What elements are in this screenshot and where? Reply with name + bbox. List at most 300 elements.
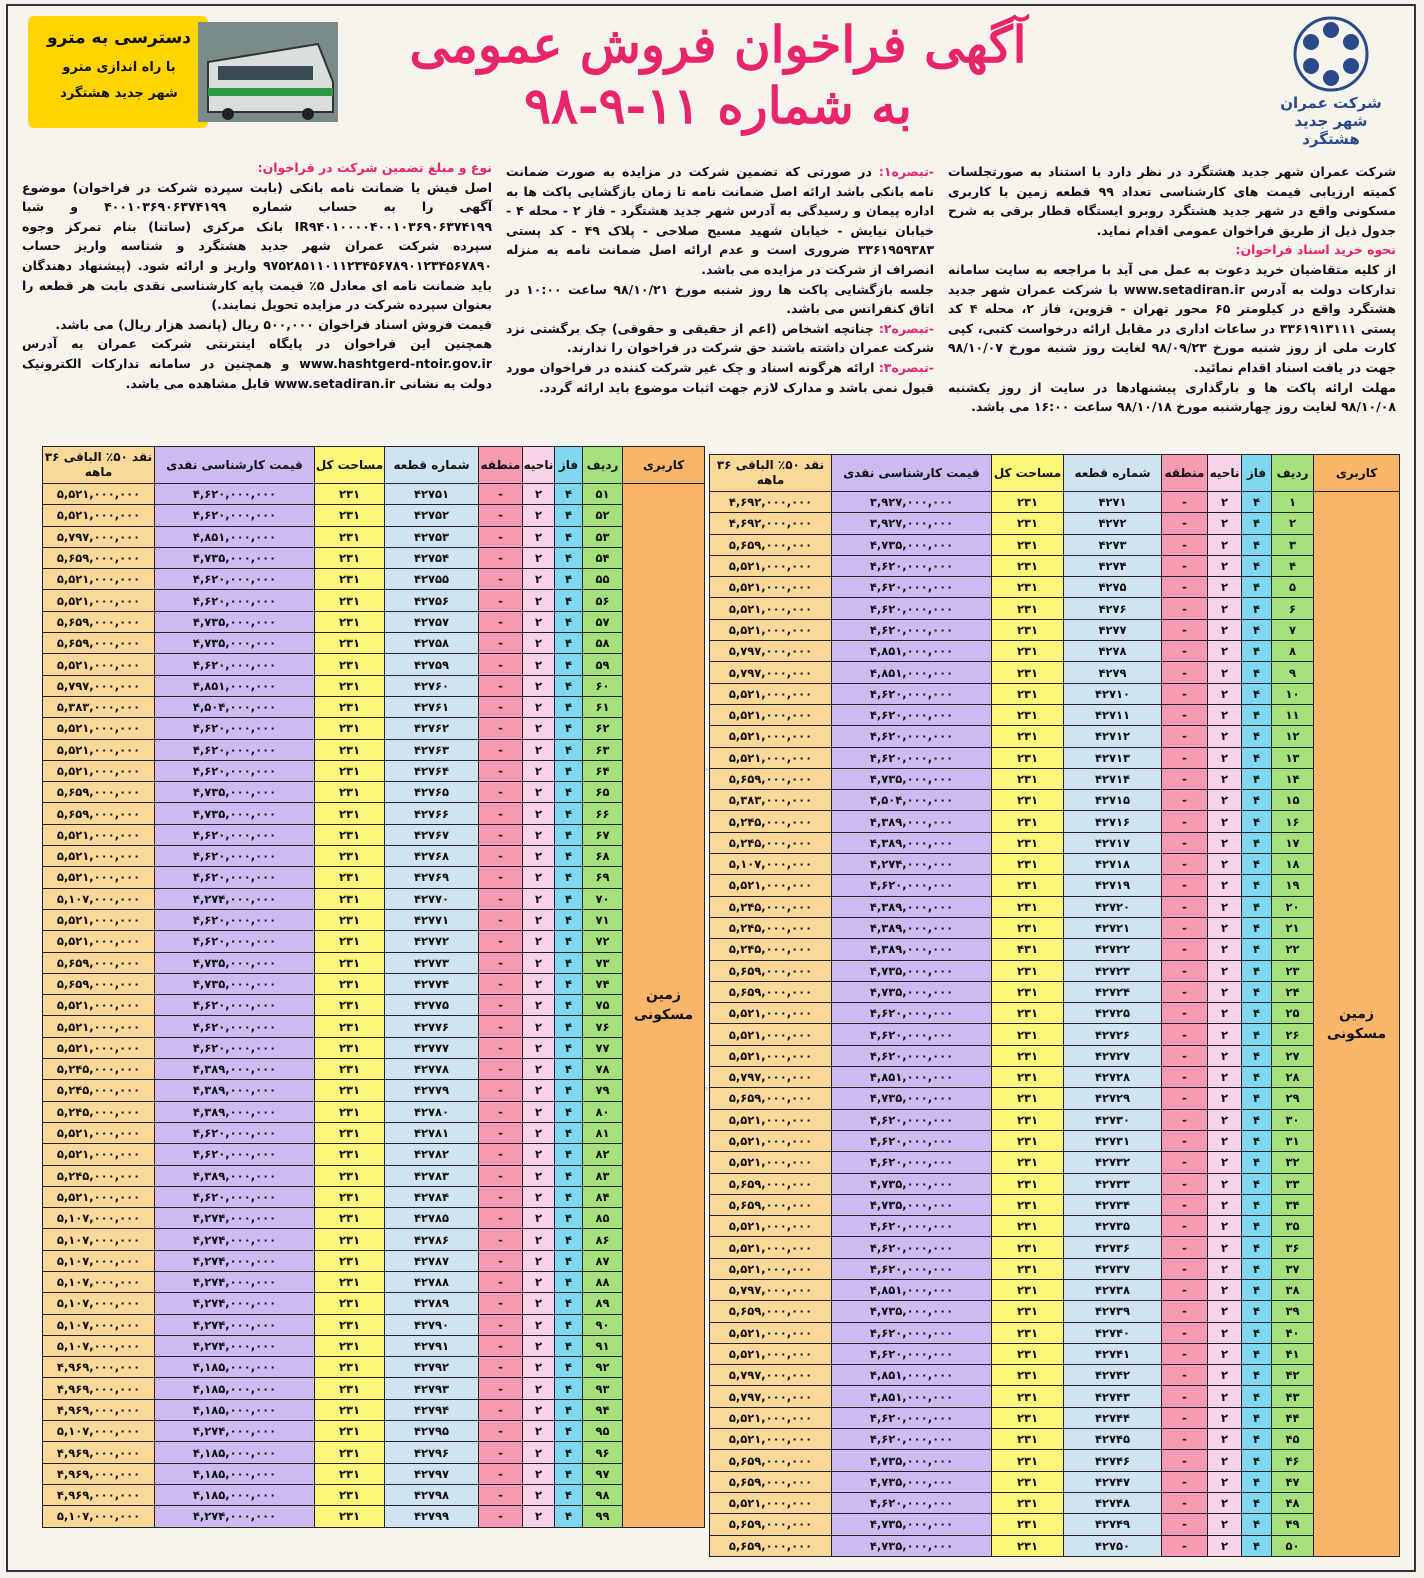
cell-price: ۴,۶۲۰,۰۰۰,۰۰۰ (155, 739, 315, 760)
cell-row: ۶۸ (583, 846, 623, 867)
cell-row: ۶۲ (583, 718, 623, 739)
cell-ghete: ۴۲۷۶۹ (385, 867, 479, 888)
cell-faz: ۴ (1242, 960, 1272, 981)
cell-nahie: ۲ (1208, 1067, 1242, 1088)
cell-mantaghe: - (479, 526, 523, 547)
cell-masahat: ۲۳۱ (315, 1399, 385, 1420)
header-ghete: شماره قطعه (385, 447, 479, 484)
cell-naghd: ۵,۵۲۱,۰۰۰,۰۰۰ (710, 1407, 832, 1428)
cell-nahie: ۲ (523, 1080, 555, 1101)
cell-ghete: ۴۲۷۹۵ (385, 1421, 479, 1442)
cell-naghd: ۵,۳۸۳,۰۰۰,۰۰۰ (710, 790, 832, 811)
cell-naghd: ۵,۷۹۷,۰۰۰,۰۰۰ (710, 1365, 832, 1386)
cell-row: ۱۸ (1272, 854, 1314, 875)
cell-faz: ۴ (555, 1101, 583, 1122)
cell-ghete: ۴۲۷۵۹ (385, 654, 479, 675)
cell-faz: ۴ (1242, 1003, 1272, 1024)
cell-naghd: ۵,۶۵۹,۰۰۰,۰۰۰ (710, 981, 832, 1002)
cell-price: ۴,۷۳۵,۰۰۰,۰۰۰ (155, 547, 315, 568)
cell-faz: ۴ (555, 505, 583, 526)
cell-mantaghe: - (479, 1165, 523, 1186)
cell-mantaghe: - (1162, 1237, 1208, 1258)
cell-masahat: ۲۳۱ (315, 1101, 385, 1122)
table-row (710, 641, 1400, 662)
table-row (43, 1037, 705, 1058)
cell-faz: ۴ (555, 547, 583, 568)
table-row (43, 1271, 705, 1292)
cell-ghete: ۴۲۷۶۵ (385, 782, 479, 803)
cell-faz: ۴ (1242, 598, 1272, 619)
cell-faz: ۴ (555, 1271, 583, 1292)
table-row (43, 484, 705, 505)
cell-masahat: ۲۳۱ (992, 1173, 1064, 1194)
table-row (710, 1173, 1400, 1194)
cell-nahie: ۲ (1208, 1301, 1242, 1322)
cell-row: ۴۹ (1272, 1514, 1314, 1535)
cell-faz: ۴ (555, 1484, 583, 1505)
cell-faz: ۴ (555, 654, 583, 675)
cell-mantaghe: - (479, 782, 523, 803)
cell-row: ۱۰ (1272, 683, 1314, 704)
cell-mantaghe: - (1162, 555, 1208, 576)
cell-masahat: ۲۳۱ (992, 1471, 1064, 1492)
cell-ghete: ۴۲۷۶۲ (385, 718, 479, 739)
cell-row: ۳۷ (1272, 1258, 1314, 1279)
cell-row: ۲۰ (1272, 896, 1314, 917)
cell-row: ۴۰ (1272, 1322, 1314, 1343)
cell-row: ۳۲ (1272, 1152, 1314, 1173)
table-row (710, 1003, 1400, 1024)
cell-masahat: ۲۳۱ (992, 896, 1064, 917)
cell-nahie: ۲ (1208, 1450, 1242, 1471)
cell-price: ۴,۶۲۰,۰۰۰,۰۰۰ (155, 1016, 315, 1037)
cell-naghd: ۵,۷۹۷,۰۰۰,۰۰۰ (710, 641, 832, 662)
cell-price: ۴,۲۷۴,۰۰۰,۰۰۰ (155, 1314, 315, 1335)
cell-naghd: ۵,۶۵۹,۰۰۰,۰۰۰ (710, 768, 832, 789)
cell-masahat: ۲۳۱ (992, 1003, 1064, 1024)
cell-naghd: ۵,۱۰۷,۰۰۰,۰۰۰ (43, 1208, 155, 1229)
cell-ghete: ۴۲۷۸ (1064, 641, 1162, 662)
cell-naghd: ۴,۶۹۲,۰۰۰,۰۰۰ (710, 492, 832, 513)
cell-row: ۲۱ (1272, 917, 1314, 938)
cell-masahat: ۲۳۱ (315, 952, 385, 973)
cell-faz: ۴ (555, 803, 583, 824)
cell-ghete: ۴۲۷۵۰ (1064, 1535, 1162, 1556)
cell-ghete: ۴۲۷۸۵ (385, 1208, 479, 1229)
cell-row: ۶۷ (583, 824, 623, 845)
cell-price: ۴,۶۲۰,۰۰۰,۰۰۰ (155, 484, 315, 505)
note3-heading: -تبصره۳: (878, 359, 934, 375)
cell-ghete: ۴۲۷۳۹ (1064, 1301, 1162, 1322)
cell-nahie: ۲ (1208, 726, 1242, 747)
table-row (43, 1484, 705, 1505)
cell-faz: ۴ (555, 675, 583, 696)
cell-price: ۴,۷۳۵,۰۰۰,۰۰۰ (832, 1301, 992, 1322)
cell-naghd: ۵,۵۲۱,۰۰۰,۰۰۰ (43, 1186, 155, 1207)
cell-faz: ۴ (555, 739, 583, 760)
cell-naghd: ۵,۱۰۷,۰۰۰,۰۰۰ (43, 1250, 155, 1271)
cell-masahat: ۲۳۱ (992, 1152, 1064, 1173)
cell-faz: ۴ (1242, 1535, 1272, 1556)
cell-price: ۴,۶۲۰,۰۰۰,۰۰۰ (832, 1492, 992, 1513)
cell-nahie: ۲ (523, 1484, 555, 1505)
cell-naghd: ۵,۷۹۷,۰۰۰,۰۰۰ (43, 526, 155, 547)
cell-nahie: ۲ (523, 1122, 555, 1143)
cell-naghd: ۵,۳۸۳,۰۰۰,۰۰۰ (43, 696, 155, 717)
cell-mantaghe: - (1162, 662, 1208, 683)
cell-row: ۴ (1272, 555, 1314, 576)
cell-faz: ۴ (1242, 1194, 1272, 1215)
cell-faz: ۴ (1242, 1365, 1272, 1386)
cell-nahie: ۲ (523, 569, 555, 590)
cell-masahat: ۲۳۱ (992, 1365, 1064, 1386)
cell-masahat: ۲۳۱ (315, 1335, 385, 1356)
cell-mantaghe: - (479, 1059, 523, 1080)
cell-nahie: ۲ (1208, 1173, 1242, 1194)
cell-nahie: ۲ (523, 1037, 555, 1058)
table-row (43, 1016, 705, 1037)
cell-price: ۴,۷۳۵,۰۰۰,۰۰۰ (832, 1471, 992, 1492)
cell-ghete: ۴۲۷۹۳ (385, 1378, 479, 1399)
cell-naghd: ۵,۶۵۹,۰۰۰,۰۰۰ (710, 1301, 832, 1322)
cell-row: ۴۶ (1272, 1450, 1314, 1471)
cell-nahie: ۲ (1208, 1237, 1242, 1258)
note2-heading: -تبصره۲: (878, 320, 934, 336)
cell-faz: ۴ (555, 973, 583, 994)
cell-ghete: ۴۲۷۶ (1064, 598, 1162, 619)
table-row (710, 811, 1400, 832)
cell-mantaghe: - (1162, 1109, 1208, 1130)
cell-row: ۶۶ (583, 803, 623, 824)
cell-mantaghe: - (1162, 577, 1208, 598)
cell-naghd: ۵,۷۹۷,۰۰۰,۰۰۰ (710, 1279, 832, 1300)
header-faz: فاز (1242, 455, 1272, 492)
cell-row: ۵۵ (583, 569, 623, 590)
cell-row: ۴۷ (1272, 1471, 1314, 1492)
cell-naghd: ۵,۵۲۱,۰۰۰,۰۰۰ (43, 484, 155, 505)
cell-mantaghe: - (479, 1357, 523, 1378)
cell-nahie: ۲ (1208, 1535, 1242, 1556)
cell-faz: ۴ (1242, 513, 1272, 534)
cell-nahie: ۲ (1208, 811, 1242, 832)
cell-faz: ۴ (1242, 1301, 1272, 1322)
cell-faz: ۴ (555, 995, 583, 1016)
cell-price: ۴,۷۳۵,۰۰۰,۰۰۰ (832, 960, 992, 981)
cell-nahie: ۲ (523, 1016, 555, 1037)
cell-naghd: ۵,۵۲۱,۰۰۰,۰۰۰ (710, 1130, 832, 1151)
cell-ghete: ۴۲۷۴۳ (1064, 1386, 1162, 1407)
cell-row: ۵۲ (583, 505, 623, 526)
opening-session-text: جلسه بازگشایی پاکت ها روز شنبه مورخ ۹۸/۱۰/۲۱ ساعت ۱۰:۰۰ در اتاق کنفرانس می باشد. (506, 281, 934, 317)
cell-naghd: ۵,۵۲۱,۰۰۰,۰۰۰ (43, 760, 155, 781)
cell-mantaghe: - (1162, 534, 1208, 555)
cell-masahat: ۲۳۱ (992, 1024, 1064, 1045)
cell-masahat: ۲۳۱ (315, 1293, 385, 1314)
cell-masahat: ۲۳۱ (315, 782, 385, 803)
cell-naghd: ۵,۶۵۹,۰۰۰,۰۰۰ (43, 633, 155, 654)
cell-ghete: ۴۲۷۵ (1064, 577, 1162, 598)
cell-price: ۴,۶۲۰,۰۰۰,۰۰۰ (155, 1144, 315, 1165)
cell-price: ۴,۷۳۵,۰۰۰,۰۰۰ (832, 981, 992, 1002)
cell-ghete: ۴۲۷۴۹ (1064, 1514, 1162, 1535)
cell-ghete: ۴۲۷۵۴ (385, 547, 479, 568)
cell-price: ۴,۷۳۵,۰۰۰,۰۰۰ (832, 768, 992, 789)
cell-masahat: ۲۳۱ (992, 683, 1064, 704)
cell-faz: ۴ (555, 569, 583, 590)
cell-naghd: ۵,۱۰۷,۰۰۰,۰۰۰ (43, 888, 155, 909)
table-row (43, 973, 705, 994)
cell-faz: ۴ (1242, 832, 1272, 853)
cell-row: ۶۹ (583, 867, 623, 888)
cell-masahat: ۲۳۱ (992, 1492, 1064, 1513)
cell-masahat: ۲۳۱ (992, 1407, 1064, 1428)
table-row (710, 683, 1400, 704)
cell-ghete: ۴۲۷۲۲ (1064, 939, 1162, 960)
cell-nahie: ۲ (1208, 1109, 1242, 1130)
cell-ghete: ۴۲۷۸۹ (385, 1293, 479, 1314)
cell-naghd: ۵,۱۰۷,۰۰۰,۰۰۰ (43, 1506, 155, 1527)
cell-naghd: ۵,۵۲۱,۰۰۰,۰۰۰ (43, 718, 155, 739)
cell-masahat: ۲۳۱ (992, 1322, 1064, 1343)
lots-table-right (709, 454, 1400, 1557)
cell-faz: ۴ (1242, 1386, 1272, 1407)
cell-ghete: ۴۲۷۶۱ (385, 696, 479, 717)
table-row (710, 619, 1400, 640)
cell-nahie: ۲ (1208, 960, 1242, 981)
cell-ghete: ۴۲۷۹۹ (385, 1506, 479, 1527)
table-row (43, 952, 705, 973)
cell-row: ۹۳ (583, 1378, 623, 1399)
table-row (710, 555, 1400, 576)
cell-faz: ۴ (1242, 1514, 1272, 1535)
cell-price: ۴,۶۲۰,۰۰۰,۰۰۰ (832, 598, 992, 619)
cell-price: ۴,۳۸۹,۰۰۰,۰۰۰ (155, 1165, 315, 1186)
cell-faz: ۴ (555, 696, 583, 717)
table-row (43, 803, 705, 824)
cell-masahat: ۲۳۱ (315, 1442, 385, 1463)
cell-faz: ۴ (1242, 1067, 1272, 1088)
cell-ghete: ۴۲۷۶۸ (385, 846, 479, 867)
cell-masahat: ۲۳۱ (315, 569, 385, 590)
cell-faz: ۴ (555, 1463, 583, 1484)
cell-masahat: ۲۳۱ (315, 675, 385, 696)
cell-nahie: ۲ (1208, 1045, 1242, 1066)
cell-row: ۲۹ (1272, 1088, 1314, 1109)
cell-nahie: ۲ (1208, 1471, 1242, 1492)
cell-mantaghe: - (1162, 1386, 1208, 1407)
cell-nahie: ۲ (523, 1314, 555, 1335)
cell-nahie: ۲ (1208, 619, 1242, 640)
table-row (710, 1492, 1400, 1513)
cell-ghete: ۴۲۷۲۰ (1064, 896, 1162, 917)
cell-mantaghe: - (479, 611, 523, 632)
cell-price: ۴,۳۸۹,۰۰۰,۰۰۰ (832, 896, 992, 917)
table-row (710, 1152, 1400, 1173)
cell-row: ۵۱ (583, 484, 623, 505)
cell-row: ۵۶ (583, 590, 623, 611)
table-row (710, 492, 1400, 513)
cell-masahat: ۲۳۱ (315, 696, 385, 717)
cell-faz: ۴ (555, 931, 583, 952)
cell-row: ۷۲ (583, 931, 623, 952)
cell-faz: ۴ (555, 1165, 583, 1186)
cell-nahie: ۲ (523, 1335, 555, 1356)
cell-price: ۴,۶۲۰,۰۰۰,۰۰۰ (832, 619, 992, 640)
header-masahat: مساحت کل (992, 455, 1064, 492)
cell-nahie: ۲ (523, 846, 555, 867)
table-row (710, 1407, 1400, 1428)
cell-mantaghe: - (479, 1144, 523, 1165)
cell-nahie: ۲ (523, 718, 555, 739)
cell-masahat: ۲۳۱ (992, 960, 1064, 981)
cell-faz: ۴ (1242, 981, 1272, 1002)
cell-faz: ۴ (555, 867, 583, 888)
cell-mantaghe: - (479, 1186, 523, 1207)
table-row (710, 577, 1400, 598)
cell-ghete: ۴۲۷۵۷ (385, 611, 479, 632)
cell-masahat: ۲۳۱ (315, 526, 385, 547)
cell-faz: ۴ (1242, 1216, 1272, 1237)
cell-naghd: ۵,۲۴۵,۰۰۰,۰۰۰ (710, 896, 832, 917)
cell-mantaghe: - (1162, 1322, 1208, 1343)
cell-mantaghe: - (479, 1101, 523, 1122)
table-row (43, 505, 705, 526)
cell-mantaghe: - (1162, 1003, 1208, 1024)
cell-masahat: ۲۳۱ (315, 1357, 385, 1378)
cell-faz: ۴ (555, 1314, 583, 1335)
cell-ghete: ۴۲۷۹۰ (385, 1314, 479, 1335)
cell-masahat: ۲۳۱ (315, 846, 385, 867)
header-nahie: ناحیه (523, 447, 555, 484)
cell-faz: ۴ (1242, 1258, 1272, 1279)
cell-row: ۸۹ (583, 1293, 623, 1314)
cell-masahat: ۲۳۱ (315, 931, 385, 952)
table-row (710, 981, 1400, 1002)
cell-naghd: ۵,۱۰۷,۰۰۰,۰۰۰ (43, 1293, 155, 1314)
cell-naghd: ۵,۵۲۱,۰۰۰,۰۰۰ (710, 1237, 832, 1258)
cell-naghd: ۵,۱۰۷,۰۰۰,۰۰۰ (710, 854, 832, 875)
cell-mantaghe: - (479, 1399, 523, 1420)
cell-masahat: ۲۳۱ (992, 854, 1064, 875)
cell-ghete: ۴۲۷۹۱ (385, 1335, 479, 1356)
cell-masahat: ۲۳۱ (315, 484, 385, 505)
cell-mantaghe: - (479, 739, 523, 760)
cell-faz: ۴ (555, 1208, 583, 1229)
table-row (710, 768, 1400, 789)
cell-masahat: ۲۳۱ (992, 619, 1064, 640)
cell-masahat: ۴۳۱ (992, 939, 1064, 960)
cell-faz: ۴ (555, 1442, 583, 1463)
cell-row: ۳۱ (1272, 1130, 1314, 1151)
cell-mantaghe: - (1162, 598, 1208, 619)
cell-price: ۴,۳۸۹,۰۰۰,۰۰۰ (832, 939, 992, 960)
cell-naghd: ۴,۹۶۹,۰۰۰,۰۰۰ (43, 1399, 155, 1420)
cell-ghete: ۴۲۷۷۳ (385, 952, 479, 973)
cell-faz: ۴ (1242, 704, 1272, 725)
document-price-text: قیمت فروش اسناد فراخوان ۵۰۰,۰۰۰ ریال (پانصد هزار ریال) می باشد. (55, 316, 492, 332)
cell-ghete: ۴۲۷۵۵ (385, 569, 479, 590)
cell-naghd: ۴,۹۶۹,۰۰۰,۰۰۰ (43, 1463, 155, 1484)
cell-row: ۷۰ (583, 888, 623, 909)
table-row (710, 1109, 1400, 1130)
cell-faz: ۴ (1242, 534, 1272, 555)
cell-row: ۸۰ (583, 1101, 623, 1122)
cell-naghd: ۵,۲۴۵,۰۰۰,۰۰۰ (710, 811, 832, 832)
cell-faz: ۴ (1242, 1130, 1272, 1151)
note1-heading: -تبصره۱: (878, 164, 934, 179)
cell-masahat: ۲۳۱ (992, 555, 1064, 576)
cell-nahie: ۲ (523, 505, 555, 526)
cell-naghd: ۵,۷۹۷,۰۰۰,۰۰۰ (43, 675, 155, 696)
cell-price: ۴,۷۳۵,۰۰۰,۰۰۰ (155, 633, 315, 654)
cell-row: ۳۵ (1272, 1216, 1314, 1237)
cell-price: ۴,۸۵۱,۰۰۰,۰۰۰ (832, 662, 992, 683)
cell-masahat: ۲۳۱ (992, 662, 1064, 683)
cell-price: ۴,۱۸۵,۰۰۰,۰۰۰ (155, 1484, 315, 1505)
cell-mantaghe: - (1162, 832, 1208, 853)
cell-nahie: ۲ (523, 1293, 555, 1314)
cell-price: ۴,۶۲۰,۰۰۰,۰۰۰ (832, 683, 992, 704)
cell-masahat: ۲۳۱ (992, 513, 1064, 534)
table-row (710, 896, 1400, 917)
metro-line1: دسترسی به مترو (46, 28, 191, 48)
notes-section (506, 162, 934, 397)
cell-nahie: ۲ (1208, 790, 1242, 811)
cell-ghete: ۴۲۷۸۲ (385, 1144, 479, 1165)
cell-ghete: ۴۲۷۸۶ (385, 1229, 479, 1250)
intro-section (948, 162, 1396, 417)
table-row (43, 1250, 705, 1271)
cell-nahie: ۲ (523, 654, 555, 675)
table-row (43, 867, 705, 888)
cell-row: ۶۴ (583, 760, 623, 781)
cell-mantaghe: - (1162, 1407, 1208, 1428)
cell-masahat: ۲۳۱ (992, 1237, 1064, 1258)
cell-price: ۴,۶۲۰,۰۰۰,۰۰۰ (155, 760, 315, 781)
cell-mantaghe: - (479, 846, 523, 867)
cell-row: ۸ (1272, 641, 1314, 662)
cell-nahie: ۲ (1208, 854, 1242, 875)
cell-masahat: ۲۳۱ (315, 867, 385, 888)
cell-faz: ۴ (1242, 619, 1272, 640)
cell-masahat: ۲۳۱ (992, 832, 1064, 853)
cell-price: ۴,۶۲۰,۰۰۰,۰۰۰ (832, 726, 992, 747)
table-row (43, 1208, 705, 1229)
cell-ghete: ۴۲۷۲۵ (1064, 1003, 1162, 1024)
cell-faz: ۴ (555, 1229, 583, 1250)
cell-row: ۹۶ (583, 1442, 623, 1463)
cell-row: ۶۰ (583, 675, 623, 696)
cell-masahat: ۲۳۱ (992, 1194, 1064, 1215)
cell-faz: ۴ (555, 824, 583, 845)
cell-mantaghe: - (1162, 1343, 1208, 1364)
cell-row: ۵۳ (583, 526, 623, 547)
cell-naghd: ۵,۲۴۵,۰۰۰,۰۰۰ (710, 939, 832, 960)
cell-mantaghe: - (479, 505, 523, 526)
cell-nahie: ۲ (523, 675, 555, 696)
note1-text: در صورتی که تضمین شرکت در مزایده به صورت ضمانت نامه بانکی باشد ارائه اصل ضمانت نامه تا زمان بازگشایی پاکت ها به اداره پیمان و رسیدگی به آدرس شهر جدید هشتگرد - فاز ۲ - محله ۴ - خیابان نیایش - خیابان شهید مسیح صلاحی - پلاک ۴۹ - کد پستی ۳۳۶۱۹۵۹۳۸۳ ضروری است و عدم ارائه اصل ضمانت نامه به منزله انصراف از شرکت در مزایده می باشد. (506, 164, 934, 277)
cell-ghete: ۴۲۷۴۷ (1064, 1471, 1162, 1492)
cell-naghd: ۵,۲۴۵,۰۰۰,۰۰۰ (710, 917, 832, 938)
cell-masahat: ۲۳۱ (992, 981, 1064, 1002)
cell-mantaghe: - (479, 824, 523, 845)
table-row (43, 1101, 705, 1122)
cell-mantaghe: - (479, 1314, 523, 1335)
page-title (368, 14, 1068, 136)
cell-row: ۷۸ (583, 1059, 623, 1080)
purchase-heading: نحوه خرید اسناد فراخوان: (1235, 242, 1396, 258)
cell-ghete: ۴۲۷۳۷ (1064, 1258, 1162, 1279)
